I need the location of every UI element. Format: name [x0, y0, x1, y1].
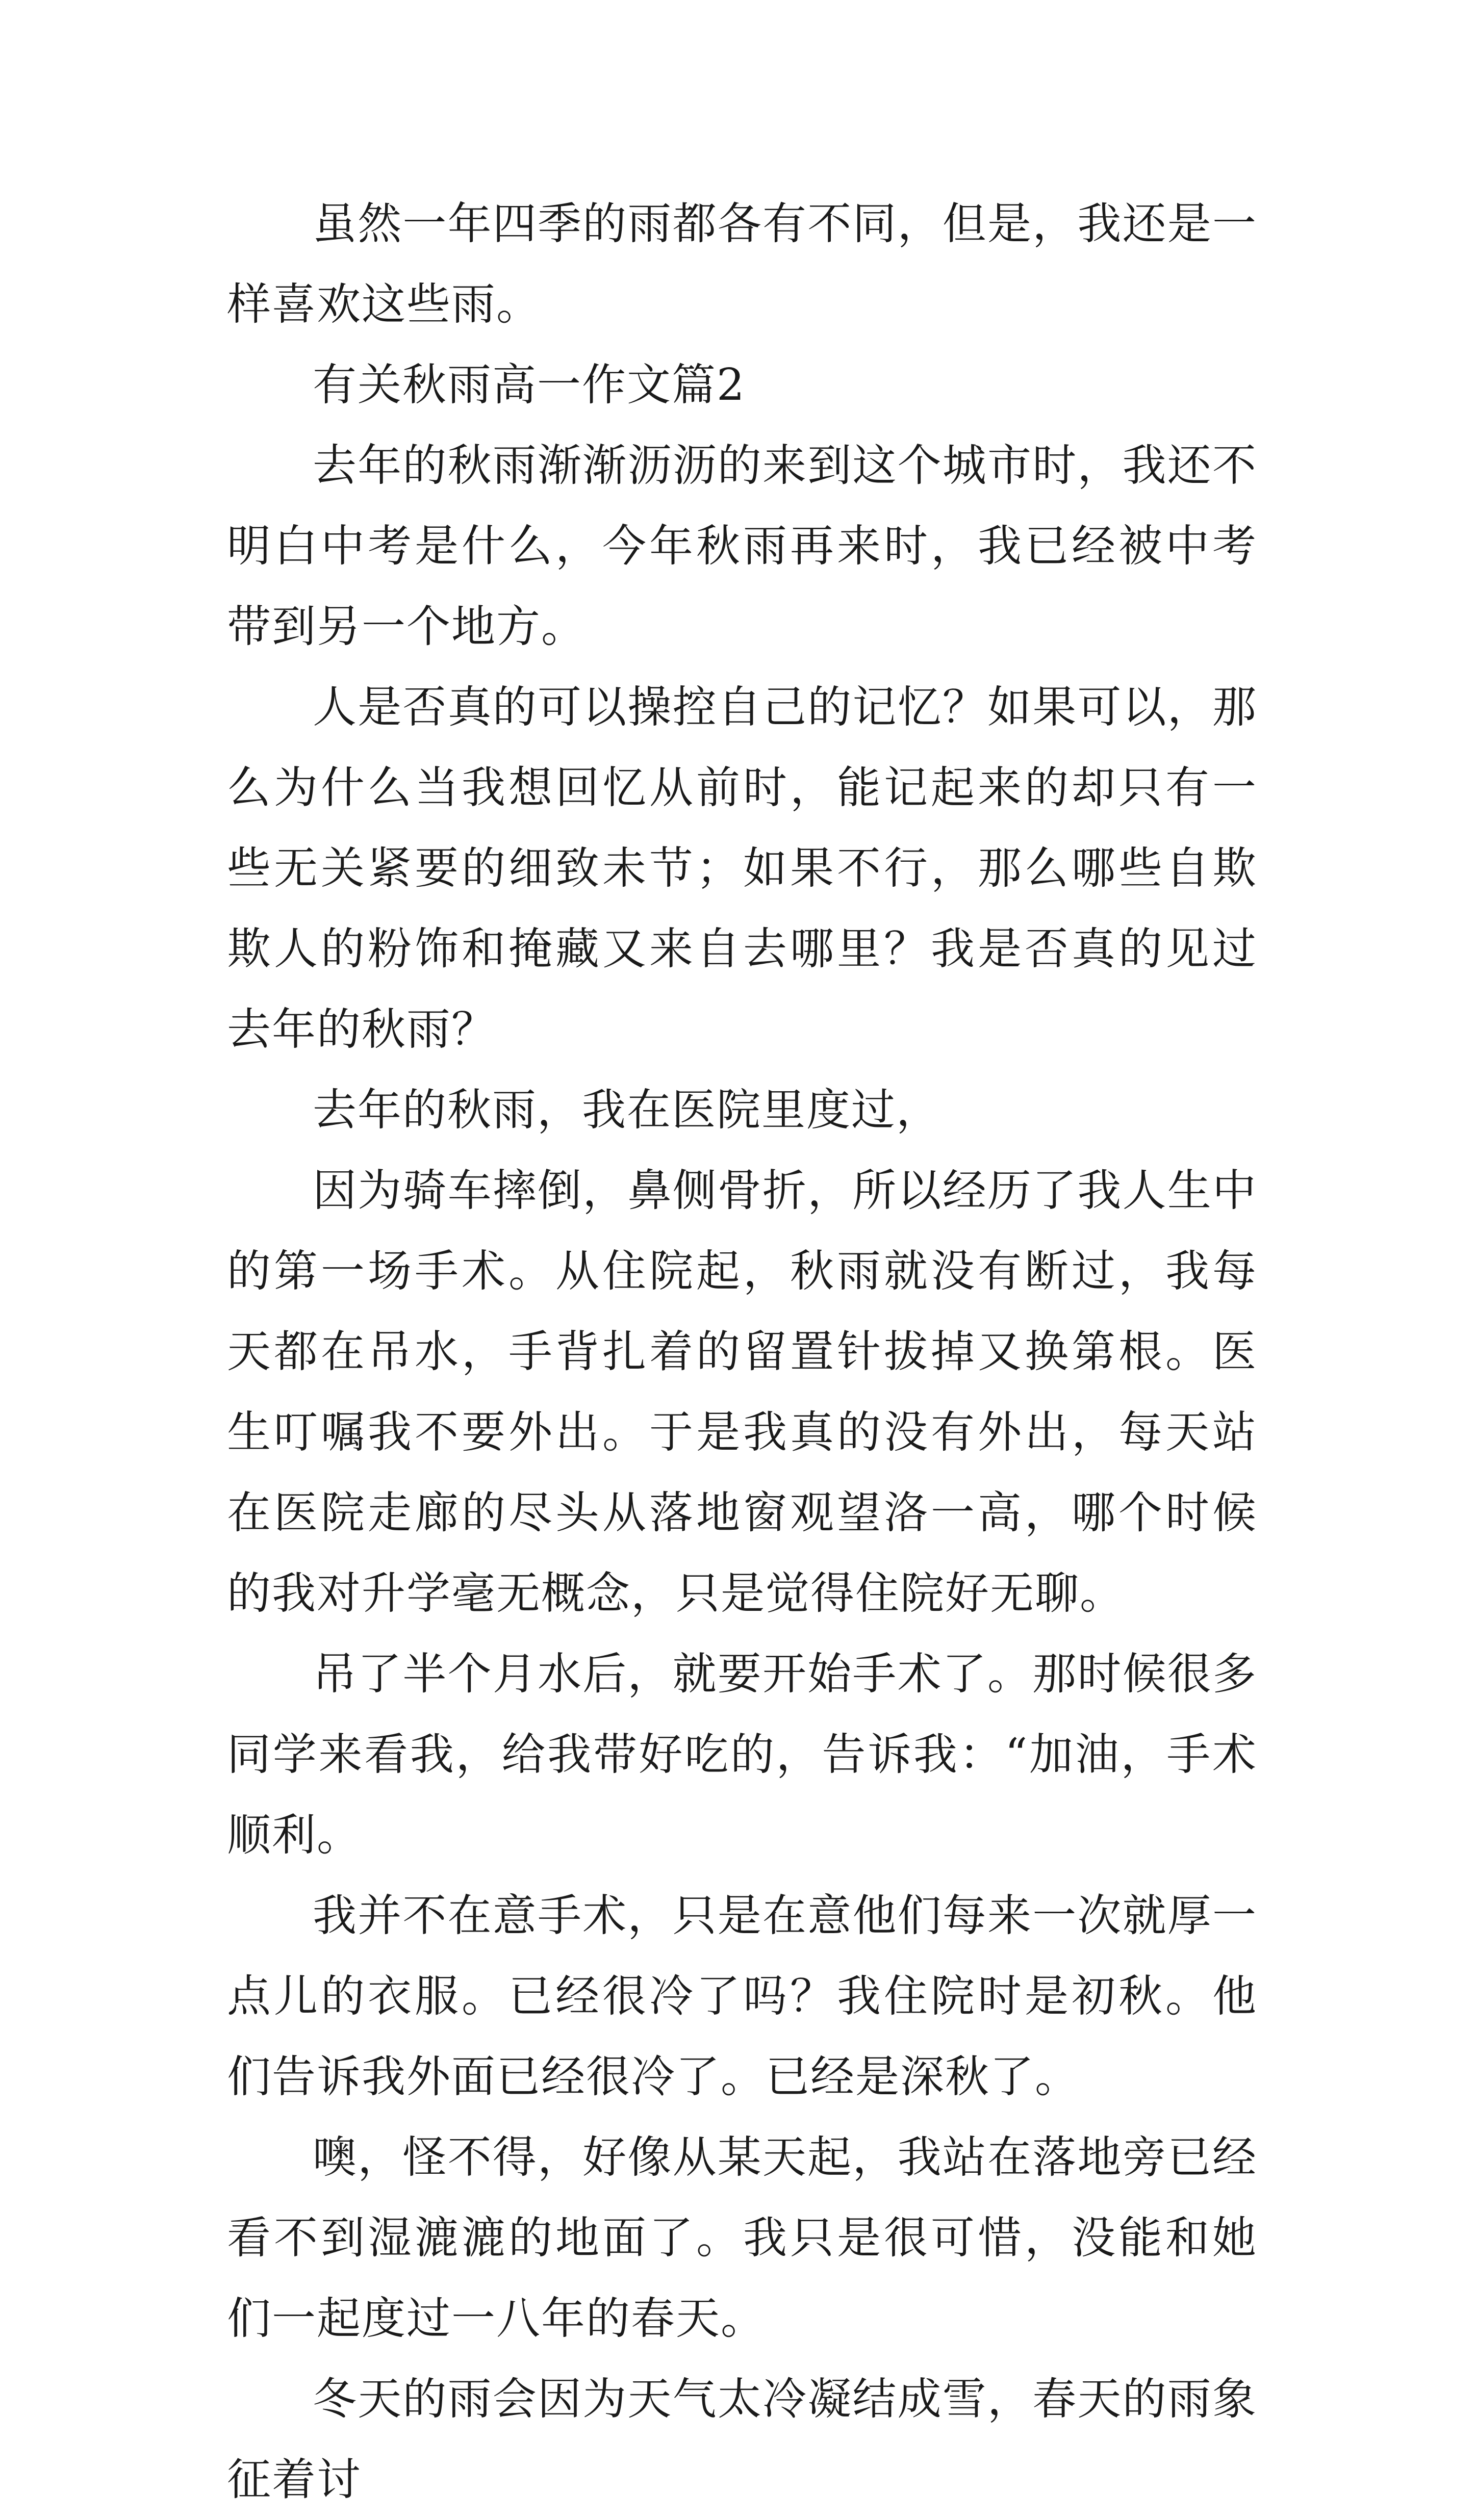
- paragraph: 我并不在意手术，只是在意他们每来一次就厚一点儿的衣服。已经很冷了吗？我住院时是初秋。他们告诉我外面已经很冷了。已经是深秋了。: [227, 1890, 1257, 2102]
- paragraph: 吊了半个月水后，就要开始手术了。那时候很多同学来看我，给我带好吃的，告诉我：“加油，手术顺利。: [227, 1649, 1257, 1861]
- paragraph: 去年的秋雨，我在医院里度过，: [313, 1085, 941, 1136]
- essay-body: [227, 184, 1257, 2520]
- paragraph: 虽然一年四季的雨都各有不同，但是，我还是一样喜欢这些雨。: [227, 198, 1257, 330]
- paragraph: 去年的秋雨渐渐沥沥的来到这个城市时，我还不明白中考是什么，今年秋雨再来时，我已经被中考带到另一个地方。: [227, 440, 1257, 652]
- paragraph: 冬天的雨会因为天气太冷凝结成雪，春天的雨象征着讨: [227, 2374, 1257, 2505]
- paragraph: 因为骑车摔倒，鼻侧骨折，所以经历了我人生中的第一场手术。从住院起，秋雨就没有断过，我每天都在吊水，手背扎着的留置针拔掉又换第根。医生叮嘱我不要外出。于是我真的没有外出，每天站在医院走廊的尽头从落地窗观望洛一高，哪个时候的我对升学毫无概念，只是觉得住院好无聊。: [227, 1165, 1257, 1619]
- paragraph: 噢，怪不得，好像从某天起，我站在落地旁已经看不到湿漉漉的地面了。我只是很可惜，没能和她们一起度过一八年的春天。: [227, 2132, 1257, 2344]
- section-heading: 有关秋雨高一作文篇2: [313, 359, 746, 410]
- paragraph: 人是否真的可以操控自己的记忆？如果可以，那么为什么当我想回忆从前时，能记起来的却只有一些无关紧要的细致未节；如果不行，那么哪些自欺欺人的粉饰和掩藏又来自去哪里？我是否真的见过去年的秋雨？: [227, 682, 1257, 1055]
